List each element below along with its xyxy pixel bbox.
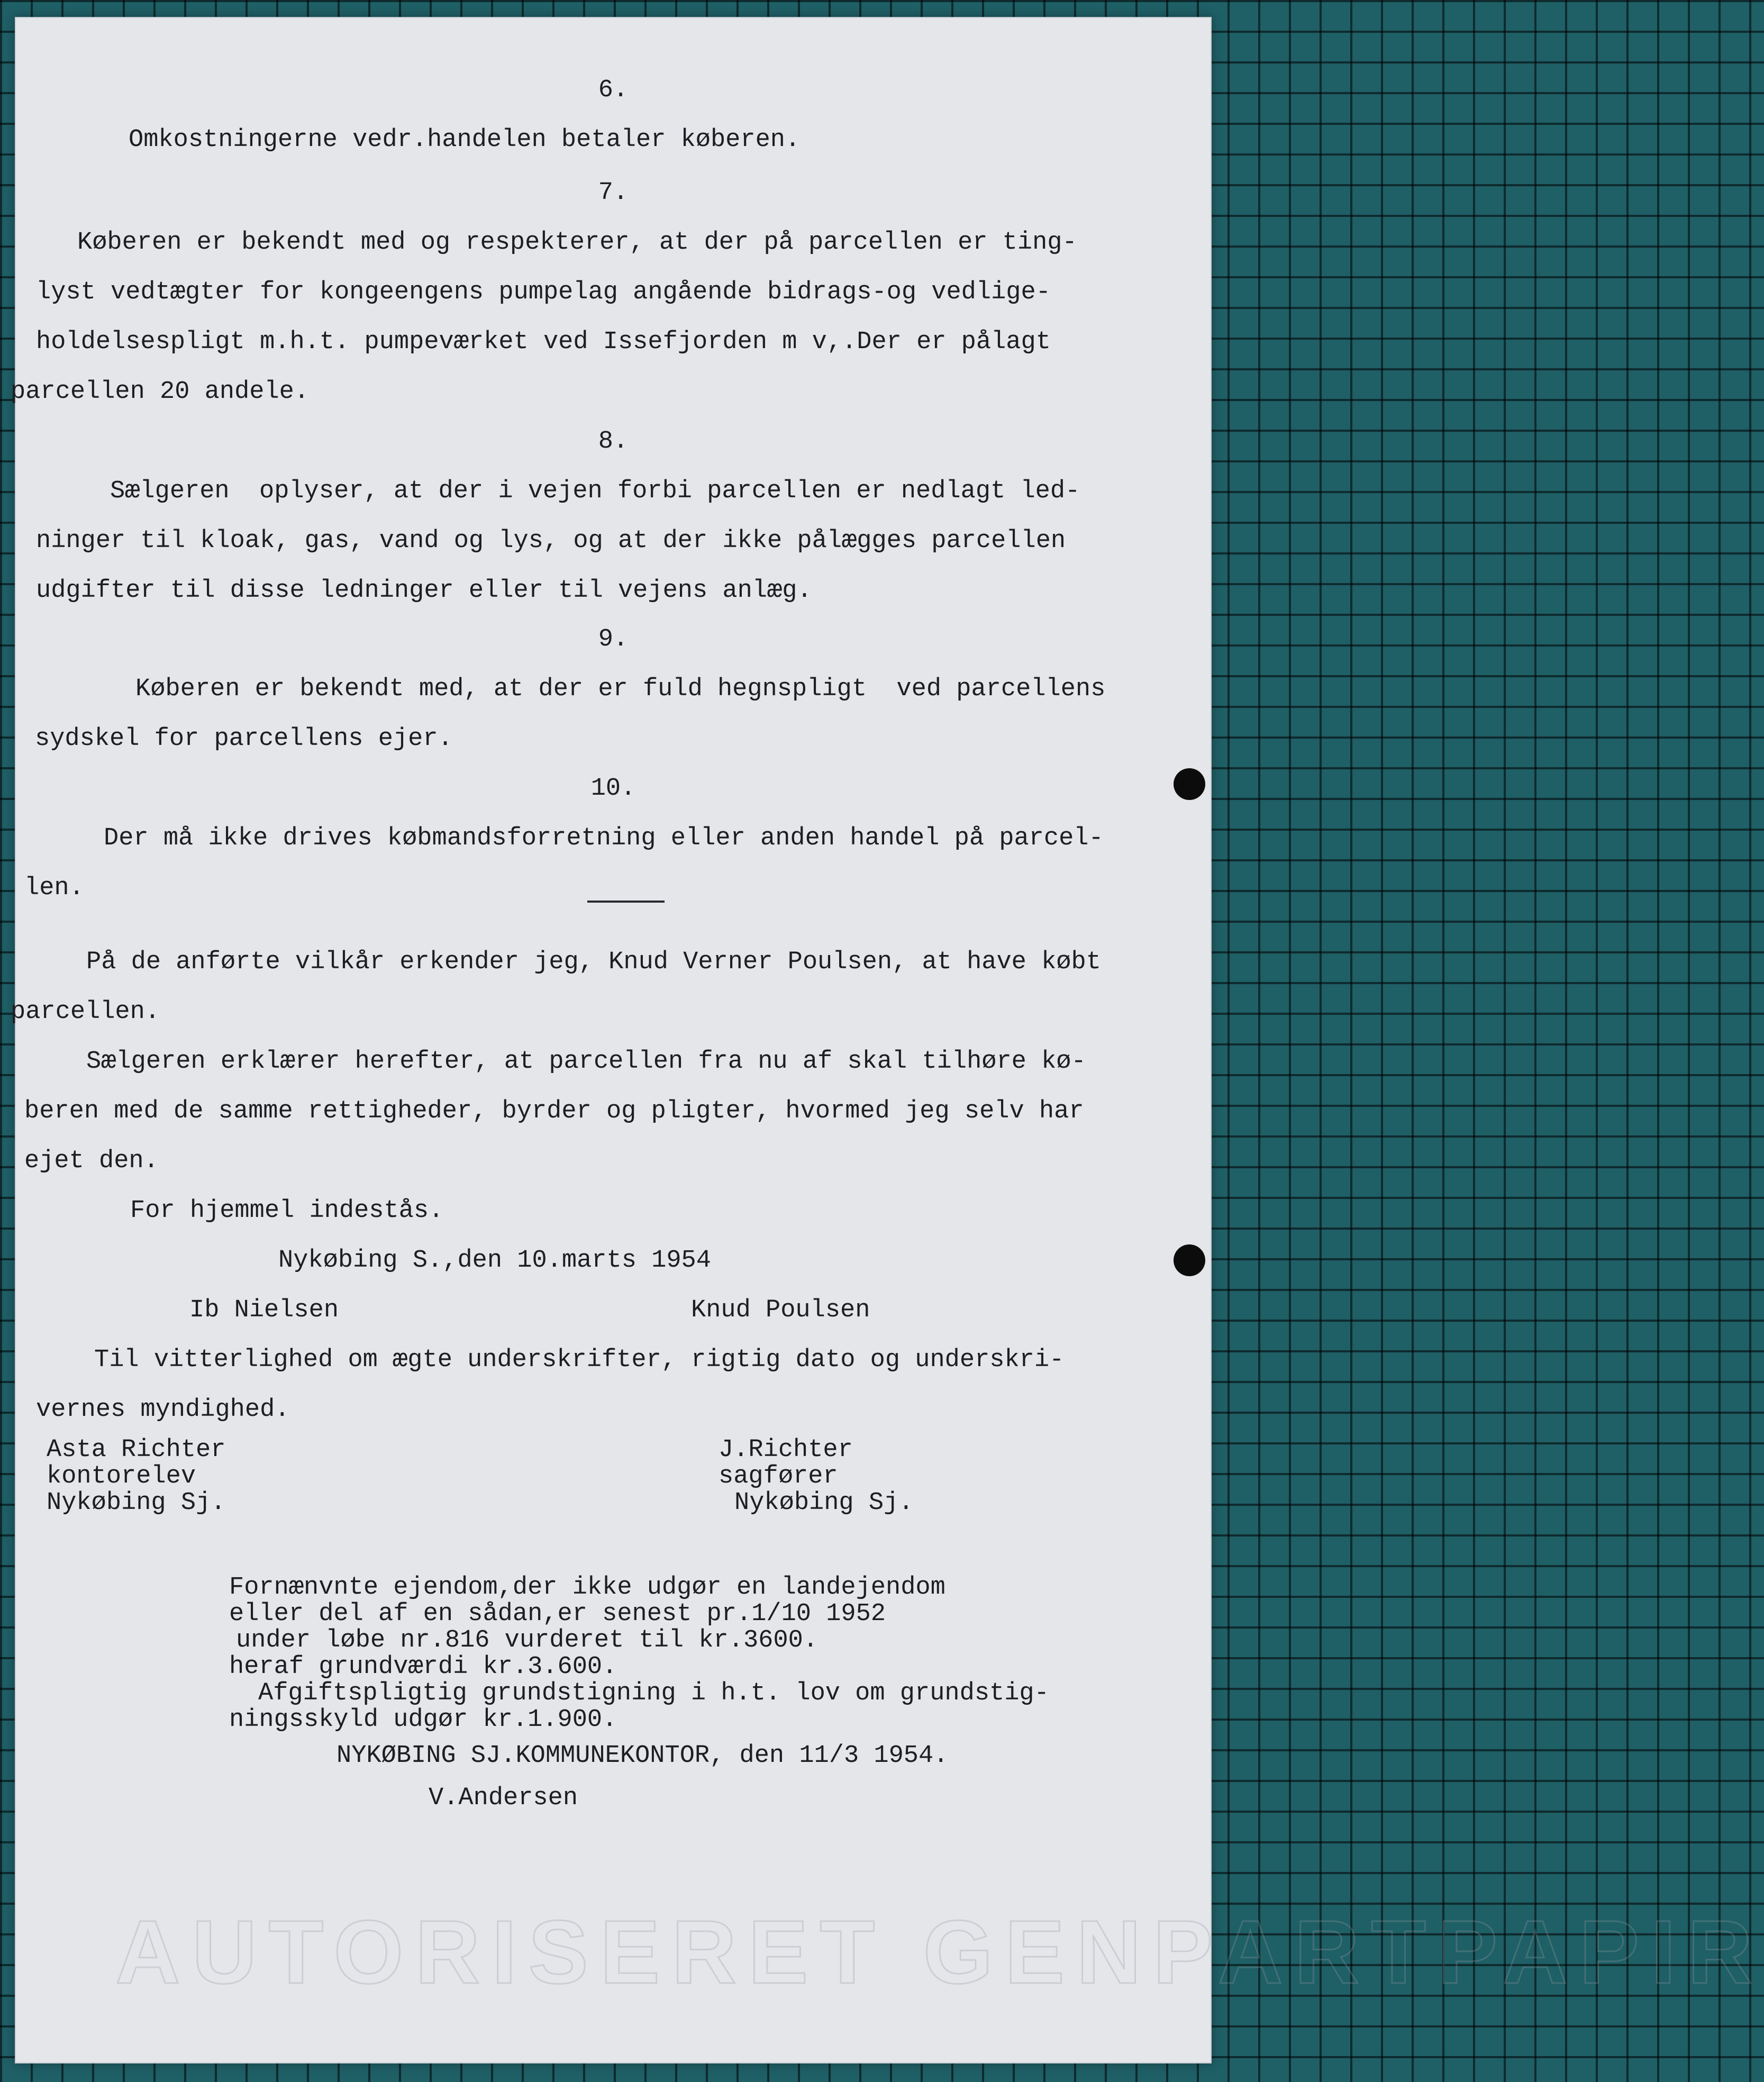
text-line: vernes myndighed. [36,1396,290,1424]
text-line: parcellen 20 andele. [11,378,310,406]
text-line: Der må ikke drives købmandsforretning eller anden handel på parcel- [104,824,1104,852]
text-line: Sælgeren erklærer herefter, at parcellen fra nu af skal tilhøre kø- [86,1048,1086,1076]
paper-watermark: AUTORISERET GENPARTPAPIR [115,1902,1764,2003]
place-date: Nykøbing S.,den 10.marts 1954 [278,1247,711,1275]
seller-signature: Ib Nielsen [189,1296,339,1324]
section-number: 10. [590,775,636,803]
witness-right-title: sagfører [719,1462,838,1490]
section-number: 8. [598,428,629,456]
text-line: Til vitterlighed om ægte underskrifter, rigtig dato og underskri- [94,1346,1065,1374]
witness-right-town: Nykøbing Sj. [734,1489,914,1517]
note-line: Fornænvnte ejendom,der ikke udgør en landejendom [229,1574,945,1602]
text-line: Køberen er bekendt med, at der er fuld hegnspligt ved parcellens [135,675,1106,703]
section-number: 9. [598,625,629,653]
witness-left-title: kontorelev [47,1462,196,1490]
text-line: parcellen. [11,998,160,1026]
text-line: beren med de samme rettigheder, byrder og pligter, hvormed jeg selv har [24,1097,1084,1125]
text-line: holdelsespligt m.h.t. pumpeværket ved Issefjorden m v,.Der er pålagt [36,328,1051,356]
binder-hole-upper [1174,768,1205,800]
text-line: For hjemmel indestås. [130,1197,444,1225]
office-signature: V.Andersen [429,1784,578,1812]
section-number: 6. [598,76,629,104]
witness-left-town: Nykøbing Sj. [47,1489,226,1517]
witness-right-name: J.Richter [719,1436,853,1464]
buyer-signature: Knud Poulsen [691,1296,870,1324]
text-line: Sælgeren oplyser, at der i vejen forbi parcellen er nedlagt led- [110,477,1080,505]
text-line: På de anførte vilkår erkender jeg, Knud Verner Poulsen, at have købt [86,948,1101,976]
deed-text [11,17,1764,2063]
section-number: 7. [598,179,629,207]
text-line: lyst vedtægter for kongeengens pumpelag angående bidrags-og vedlige- [36,278,1051,306]
text-line: len. [24,874,84,902]
binder-hole-lower [1174,1244,1205,1276]
note-line: ningsskyld udgør kr.1.900. [229,1706,617,1734]
note-line: under løbe nr.816 vurderet til kr.3600. [236,1626,818,1654]
note-line: Afgiftspligtig grundstigning i h.t. lov om grundstig- [258,1679,1049,1707]
note-line: heraf grundværdi kr.3.600. [229,1653,617,1681]
text-line: Køberen er bekendt med og respekterer, at der på parcellen er ting- [77,229,1077,257]
witness-left-name: Asta Richter [47,1436,226,1464]
office-date: NYKØBING SJ.KOMMUNEKONTOR, den 11/3 1954. [337,1742,949,1770]
section-divider [587,901,665,903]
text-line: ninger til kloak, gas, vand og lys, og at der ikke pålægges parcellen [36,527,1066,555]
text-line: udgifter til disse ledninger eller til vejens anlæg. [36,577,812,605]
note-line: eller del af en sådan,er senest pr.1/10 1952 [229,1600,886,1628]
text-line: ejet den. [24,1147,159,1175]
text-line: sydskel for parcellens ejer. [35,725,453,753]
text-line: Omkostningerne vedr.handelen betaler køberen. [129,126,801,154]
document-page [11,17,1764,2063]
